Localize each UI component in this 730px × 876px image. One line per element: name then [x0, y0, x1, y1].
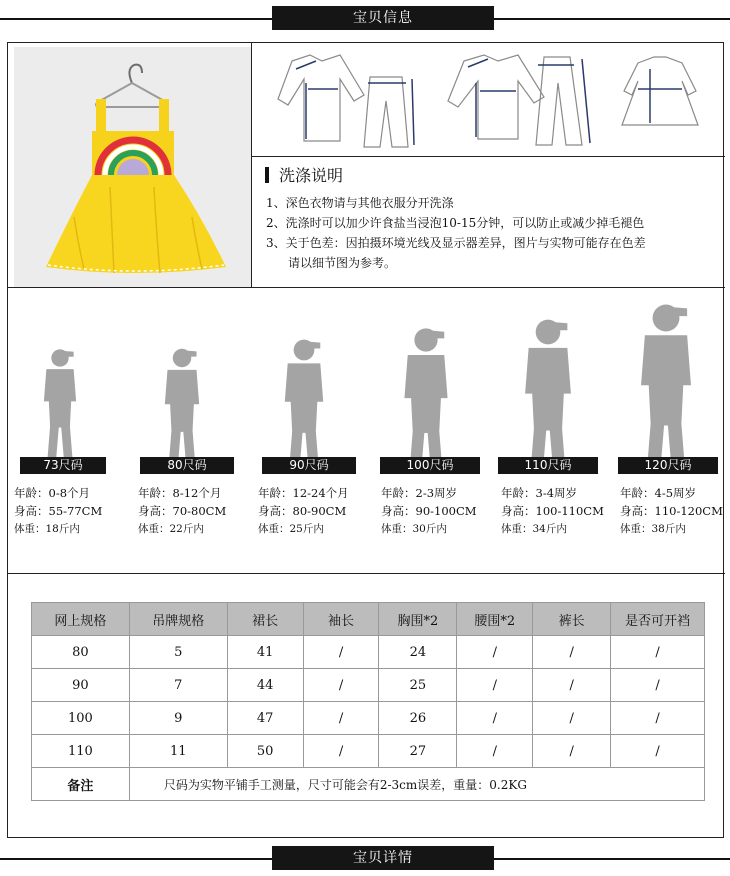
size-height: 身高：70-80CM: [138, 504, 227, 518]
size-models: [8, 288, 725, 573]
table-cell: 80: [32, 636, 130, 669]
dress-image: [14, 47, 251, 287]
divider: [8, 573, 725, 574]
size-weight: 体重：30斤内: [381, 523, 447, 535]
table-cell: 41: [227, 636, 303, 669]
size-info: [381, 484, 477, 538]
table-cell: /: [533, 735, 611, 768]
table-cell: /: [457, 669, 533, 702]
wash-title-text: 洗涤说明: [279, 166, 344, 185]
table-cell: /: [533, 702, 611, 735]
table-cell: /: [457, 636, 533, 669]
table-cell: 11: [129, 735, 227, 768]
table-row: [32, 702, 705, 735]
table-cell: /: [303, 702, 379, 735]
size-spec-table: [31, 602, 705, 801]
table-cell: /: [303, 669, 379, 702]
table-cell: 25: [379, 669, 457, 702]
table-note-row: [32, 768, 705, 801]
table-cell: 47: [227, 702, 303, 735]
table-cell: 9: [129, 702, 227, 735]
size-info: [138, 484, 226, 538]
table-header-cell: 袖长: [303, 603, 379, 636]
size-height: 身高：110-120CM: [620, 504, 723, 518]
note-label: 备注: [32, 768, 130, 801]
table-cell: /: [457, 702, 533, 735]
child-silhouette: [641, 305, 691, 472]
size-tag: 73尺码: [20, 457, 106, 474]
size-age: 年龄：0-8个月: [14, 486, 91, 500]
table-cell: 44: [227, 669, 303, 702]
size-weight: 体重：34斤内: [501, 523, 567, 535]
header-title: 宝贝信息: [272, 6, 494, 30]
child-silhouette: [165, 349, 199, 464]
size-weight: 体重：18斤内: [14, 523, 80, 535]
size-tag: 80尺码: [140, 457, 234, 474]
size-height: 身高：80-90CM: [258, 504, 347, 518]
measurement-diagrams: [252, 43, 725, 157]
size-weight: 体重：38斤内: [620, 523, 686, 535]
wash-instructions: [266, 193, 726, 273]
note-text: 尺码为实物平铺手工测量，尺寸可能会有2-3cm误差，重量：0.2KG: [129, 768, 704, 801]
wash-item: 请以细节图为参考。: [288, 256, 397, 270]
table-cell: 50: [227, 735, 303, 768]
size-height: 身高：90-100CM: [381, 504, 477, 518]
table-row: [32, 669, 705, 702]
child-silhouette: [404, 328, 447, 472]
size-tag: 100尺码: [380, 457, 480, 474]
wash-title: [265, 163, 343, 186]
table-cell: 26: [379, 702, 457, 735]
table-header-cell: 裙长: [227, 603, 303, 636]
table-cell: 27: [379, 735, 457, 768]
size-age: 年龄：3-4周岁: [501, 486, 578, 500]
table-cell: /: [457, 735, 533, 768]
wash-item: 3、关于色差：因拍摄环境光线及显示器差异，图片与实物可能存在色差: [266, 236, 646, 250]
size-info: [14, 484, 102, 538]
product-info-frame: [7, 42, 724, 838]
table-cell: /: [611, 669, 705, 702]
table-row: [32, 735, 705, 768]
table-header-cell: 吊牌规格: [129, 603, 227, 636]
measurement-diagram-image: [252, 43, 725, 157]
table-cell: /: [533, 669, 611, 702]
table-cell: 24: [379, 636, 457, 669]
product-photo: [14, 47, 251, 287]
footer-title: 宝贝详情: [272, 846, 494, 870]
wash-item: 2、洗涤时可以加少许食盐当浸泡10-15分钟，可以防止或减少掉毛褪色: [266, 216, 645, 230]
size-height: 身高：100-110CM: [501, 504, 604, 518]
size-weight: 体重：25斤内: [258, 523, 324, 535]
size-tag: 120尺码: [618, 457, 718, 474]
size-tag: 110尺码: [498, 457, 598, 474]
size-age: 年龄：12-24个月: [258, 486, 349, 500]
table-cell: 5: [129, 636, 227, 669]
table-cell: /: [611, 735, 705, 768]
size-age: 年龄：8-12个月: [138, 486, 222, 500]
table-cell: 90: [32, 669, 130, 702]
table-cell: /: [611, 636, 705, 669]
table-cell: /: [303, 636, 379, 669]
child-silhouettes: [8, 288, 725, 573]
table-row: [32, 636, 705, 669]
size-tag: 90尺码: [262, 457, 356, 474]
size-weight: 体重：22斤内: [138, 523, 204, 535]
table-cell: /: [533, 636, 611, 669]
table-cell: 100: [32, 702, 130, 735]
size-age: 年龄：2-3周岁: [381, 486, 458, 500]
size-info: [501, 484, 604, 538]
size-height: 身高：55-77CM: [14, 504, 103, 518]
table-cell: 110: [32, 735, 130, 768]
table-header-cell: 是否可开裆: [611, 603, 705, 636]
title-bar-marker: [265, 167, 269, 183]
size-info: [258, 484, 349, 538]
table-header-cell: 网上规格: [32, 603, 130, 636]
table-cell: 7: [129, 669, 227, 702]
child-silhouette: [525, 320, 571, 473]
table-header-cell: 腰围*2: [457, 603, 533, 636]
wash-item: 1、深色衣物请与其他衣服分开洗涤: [266, 196, 454, 210]
table-header-cell: 裤长: [533, 603, 611, 636]
child-silhouette: [285, 340, 323, 469]
child-silhouette: [44, 349, 76, 457]
table-header-cell: 胸围*2: [379, 603, 457, 636]
size-info: [620, 484, 723, 538]
table-header-row: [32, 603, 705, 636]
table-cell: /: [303, 735, 379, 768]
size-age: 年龄：4-5周岁: [620, 486, 697, 500]
table-cell: /: [611, 702, 705, 735]
